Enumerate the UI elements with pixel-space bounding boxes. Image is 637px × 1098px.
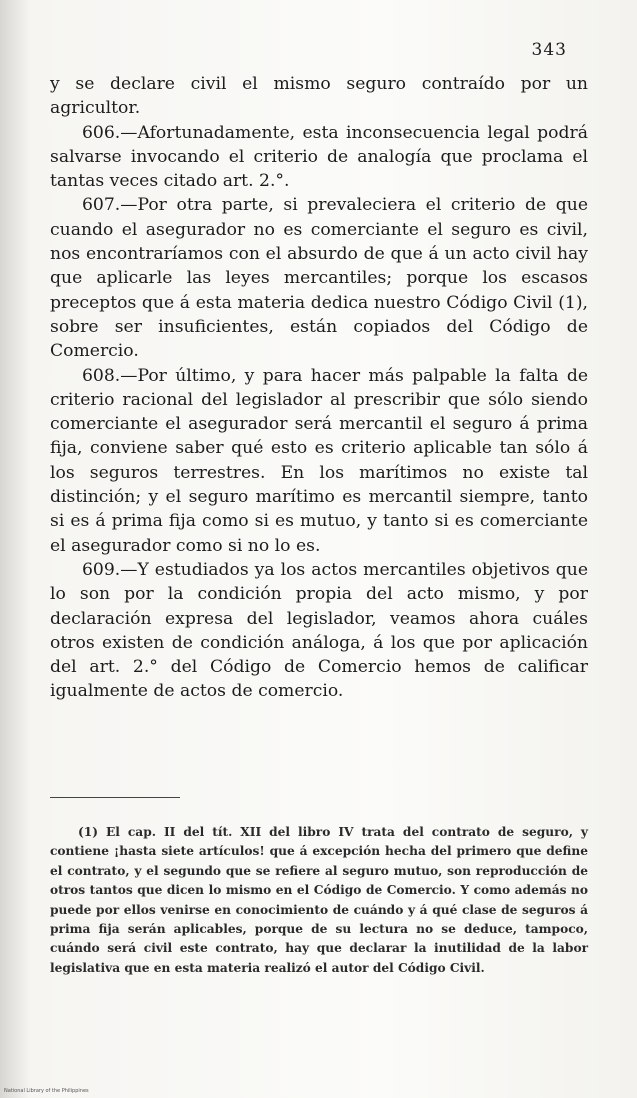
- footnote-divider: [50, 797, 180, 798]
- paragraph-608: 608.—Por último, y para hacer más palpable la falta de criterio racional del legislador al prescribir que sólo siendo comerciante el asegurador será mercantil el seguro á prima fija, conviene saber qué esto es criterio aplicable tan sólo á los seguros terrestres. En los marítimos no existe tal distinción; y el seguro marítimo es mercantil siempre, tanto si es á prima fija como si es mutuo, y tanto si es comerciante el asegurador como si no lo es.: [50, 365, 588, 556]
- footnote-1: (1) El cap. II del tít. XII del libro IV trata del contrato de seguro, y contiene ¡hasta siete artículos! que á excepción hecha del primero que define el contrato, y el segundo que se refiere al seguro mutuo, son reproducción de otros tantos que dicen lo mismo en el Código de Comercio. Y como además no puede por ellos venirse en conocimiento de cuándo y á qué clase de seguros á prima fija serán aplicables, porque de su lectura no se deduce, tampoco, cuándo será civil este contrato, hay que declarar la inutilidad de la labor legislativa que en esta materia realizó el autor del Código Civil.: [50, 825, 588, 975]
- library-stamp: National Library of the Philippines: [4, 1088, 89, 1094]
- footnote: [50, 823, 588, 978]
- page-number: 343: [531, 40, 567, 60]
- paragraph-continuation: y se declare civil el mismo seguro contraído por un agricultor.: [50, 74, 588, 119]
- paragraph-609: 609.—Y estudiados ya los actos mercantiles objetivos que lo son por la condición propia del acto mismo, y por declaración expresa del legislador, veamos ahora cuáles otros existen de condición análoga, á los que por aplicación del art. 2.° del Código de Comercio hemos de calificar igualmente de actos de comercio.: [50, 559, 588, 702]
- paragraph-606: 606.—Afortunadamente, esta inconsecuencia legal podrá salvarse invocando el criterio de analogía que proclama el tantas veces citado art. 2.°.: [50, 122, 588, 192]
- paragraph-607: 607.—Por otra parte, si prevaleciera el criterio de que cuando el asegurador no es comerciante el seguro es civil, nos encontraríamos con el absurdo de que á un acto civil hay que aplicarle las leyes mercantiles; porque los escasos preceptos que á esta materia dedica nuestro Código Civil (1), sobre ser insuficientes, están copiados del Código de Comercio.: [50, 195, 588, 362]
- main-text: [50, 72, 588, 704]
